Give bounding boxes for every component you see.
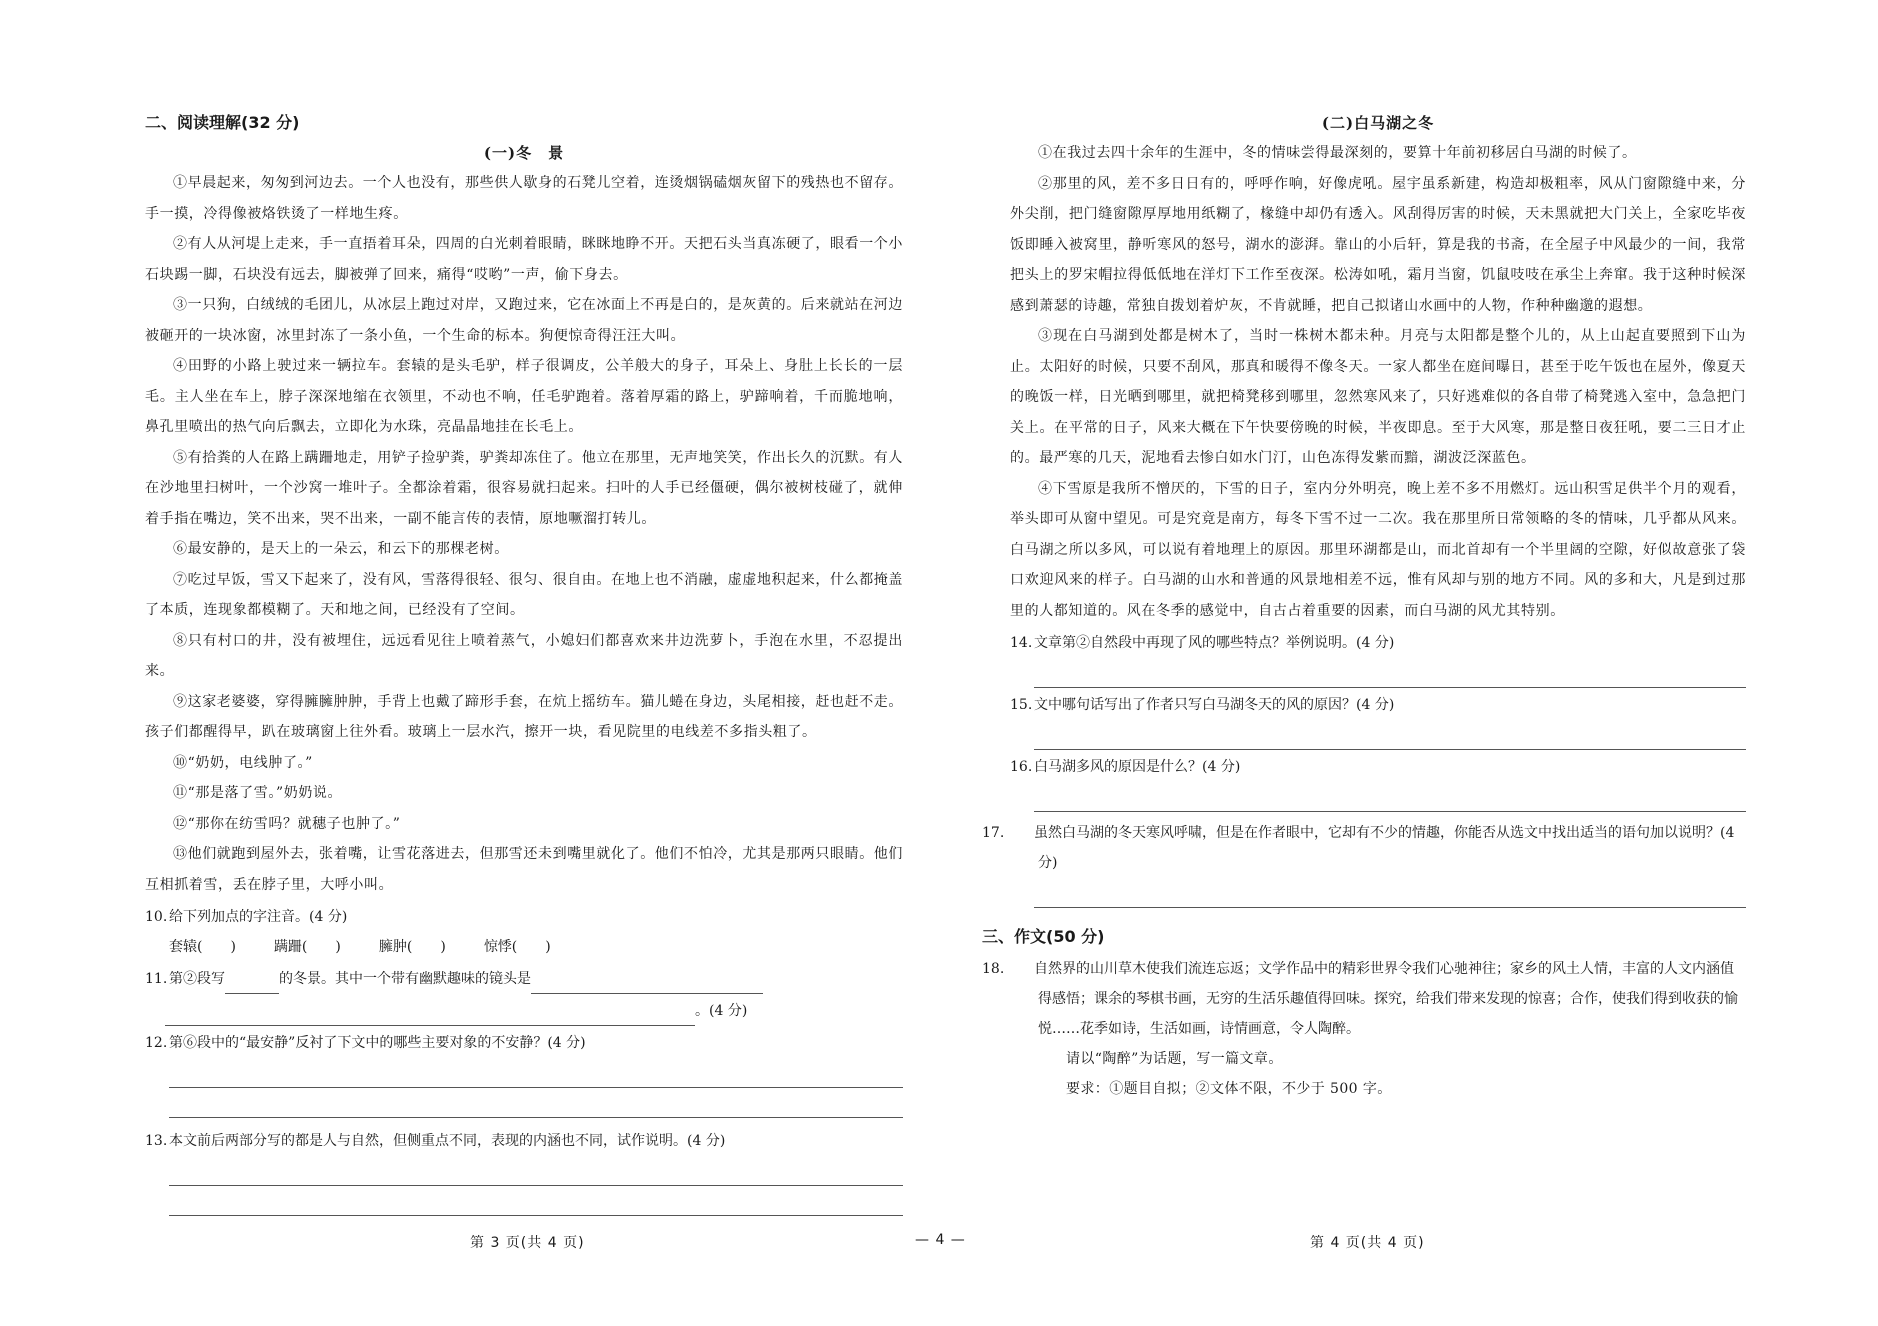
answer-line[interactable] xyxy=(169,1186,903,1216)
passage-1-para: ③一只狗，白绒绒的毛团儿，从冰层上跑过对岸，又跑过来，它在冰面上不再是白的，是灰黄的。后来就站在河边被砸开的一块冰窗，冰里封冻了一条小鱼，一个生命的标本。狗便惊奇得汪汪大叫。 xyxy=(145,297,903,344)
passage-2-para: ④下雪原是我所不憎厌的，下雪的日子，室内分外明亮，晚上差不多不用燃灯。远山积雪足供半个月的观看，举头即可从窗中望见。可是究竟是南方，每冬下雪不过一二次。我在那里所日常领略的冬的情味，几乎都从风来。白马湖之所以多风，可以说有着地理上的原因。那里环湖都是山，而北首却有一个半里阔的空隙，好似故意张了袋口欢迎风来的样子。白马湖的山水和普通的风景地相差不远，惟有风却与别的地方不同。风的多和大，凡是到过那里的人都知道的。风在冬季的感觉中，自古占着重要的因素，而白马湖的风尤其特别。 xyxy=(1010,480,1746,619)
passage-1-para: ⑧只有村口的井，没有被埋住，远远看见往上喷着蒸气，小媳妇们都喜欢来井边洗萝卜，手泡在水里，不忍提出来。 xyxy=(145,632,903,679)
question-11 xyxy=(145,964,903,994)
passage-1-para: ⑫“那你在纺雪吗？就穗子也肿了。” xyxy=(173,815,401,832)
question-text: 文章第②自然段中再现了风的哪些特点？举例说明。(4 分) xyxy=(1034,635,1395,651)
question-10 xyxy=(145,902,903,932)
question-13 xyxy=(145,1126,903,1156)
part-1-title: (一)冬 景 xyxy=(483,144,565,162)
question-number: 16. xyxy=(1010,759,1033,775)
passage-1-para: ⑪“那是落了雪。”奶奶说。 xyxy=(173,785,343,801)
passage-1-para: ⑨这家老婆婆，穿得臃臃肿肿，手背上也戴了蹄形手套，在炕上摇纺车。猫儿蜷在身边，头尾相接，赶也赶不走。孩子们都醒得早，趴在玻璃窗上往外看。玻璃上一层水汽，擦开一块，看见院里的电线差不多指头粗了。 xyxy=(145,693,903,740)
question-number: 12. xyxy=(145,1035,168,1051)
question-number: 17. xyxy=(982,825,1005,841)
passage-1-para: ④田野的小路上驶过来一辆拉车。套辕的是头毛驴，样子很调皮，公羊般大的身子，耳朵上、身肚上长长的一层毛。主人坐在车上，脖子深深地缩在衣领里，不动也不响，任毛驴跑着。落着厚霜的路上，驴蹄响着，千而脆地响，鼻孔里喷出的热气向后飘去，立即化为水珠，亮晶晶地挂在长毛上。 xyxy=(145,358,903,435)
pinyin-answers xyxy=(145,932,903,962)
question-16 xyxy=(1010,752,1746,782)
sheet-number: — 4 — xyxy=(915,1232,966,1248)
question-17 xyxy=(982,818,1746,878)
pinyin-item[interactable]: 蹒跚( ) xyxy=(273,939,341,955)
passage-1-para: ⑦吃过早饭，雪又下起来了，没有风，雪落得很轻、很匀、很自由。在地上也不消融，虚虚地积起来，什么都掩盖了本质，连现象都模糊了。天和地之间，已经没有了空间。 xyxy=(145,571,903,618)
passage-1-para: ⑩“奶奶，电线肿了。” xyxy=(173,754,313,771)
question-12 xyxy=(145,1028,903,1058)
page-number-left: 第 3 页(共 4 页) xyxy=(470,1235,585,1251)
essay-requirements: 要求：①题目自拟；②文体不限，不少于 500 字。 xyxy=(1066,1081,1392,1097)
question-number: 13. xyxy=(145,1133,168,1149)
question-15 xyxy=(1010,690,1746,720)
answer-line[interactable] xyxy=(169,1058,903,1088)
passage-1-para: ⑥最安静的，是天上的一朵云，和云下的那棵老树。 xyxy=(173,541,509,557)
question-number: 10. xyxy=(145,909,168,925)
question-11-cont xyxy=(145,996,903,1026)
essay-prompt: 请以“陶醉”为话题，写一篇文章。 xyxy=(1066,1051,1283,1067)
answer-blank[interactable] xyxy=(531,975,763,994)
question-text: 的冬景。其中一个带有幽默趣味的镜头是 xyxy=(279,971,531,987)
question-text: 文中哪句话写出了作者只写白马湖冬天的风的原因？(4 分) xyxy=(1034,697,1395,713)
left-page xyxy=(145,108,903,1216)
passage-1-para: ⑤有拾粪的人在路上蹒跚地走，用铲子捡驴粪，驴粪却冻住了。他立在那里，无声地笑笑，作出长久的沉默。有人在沙地里扫树叶，一个沙窝一堆叶子。全都涂着霜，很容易就扫起来。扫叶的人手已经僵硬，偶尔被树枝碰了，就伸着手指在嘴边，笑不出来，哭不出来，一副不能言传的表情，原地噘溜打转儿。 xyxy=(145,449,903,527)
question-text: 白马湖多风的原因是什么？(4 分) xyxy=(1034,759,1241,775)
answer-blank[interactable] xyxy=(165,1007,695,1026)
answer-line[interactable] xyxy=(1034,782,1746,812)
passage-2-para: ②那里的风，差不多日日有的，呼呼作响，好像虎吼。屋宇虽系新建，构造却极粗率，风从门窗隙缝中来，分外尖削，把门缝窗隙厚厚地用纸糊了，椽缝中却仍有透入。风刮得厉害的时候，天未黑就把大门关上，全家吃毕夜饭即睡入被窝里，静听寒风的怒号，湖水的澎湃。靠山的小后轩，算是我的书斋，在全屋子中风最少的一间，我常把头上的罗宋帽拉得低低地在洋灯下工作至夜深。松涛如吼，霜月当窗，饥鼠吱吱在承尘上奔窜。我于这种时候深感到萧瑟的诗趣，常独自拨划着炉灰，不肯就睡，把自己拟诸山水画中的人物，作种种幽邈的遐想。 xyxy=(1010,175,1746,314)
section-3-title: 三、作文(50 分) xyxy=(982,927,1105,946)
passage-1-para: ②有人从河堤上走来，手一直捂着耳朵，四周的白光刺着眼睛，眯眯地睁不开。天把石头当真冻硬了，眼看一个小石块踢一脚，石块没有远去，脚被弹了回来，痛得“哎哟”一声，偷下身去。 xyxy=(145,236,903,283)
section-2-title: 二、阅读理解(32 分) xyxy=(145,113,300,132)
passage-2-para: ③现在白马湖到处都是树木了，当时一株树木都未种。月亮与太阳都是整个儿的，从上山起直要照到下山为止。太阳好的时候，只要不刮风，那真和暖得不像冬天。一家人都坐在庭间曝日，甚至于吃午饭也在屋外，像夏天的晚饭一样，日光晒到哪里，就把椅凳移到哪里，忽然寒风来了，只好逃难似的各自带了椅凳逃入室中，急急把门关上。在平常的日子，风来大概在下午快要傍晚的时候，半夜即息。至于大风寒，那是整日夜狂吼，要二三日才止的。最严寒的几天，泥地看去惨白如水门汀，山色冻得发紫而黯，湖波泛深蓝色。 xyxy=(1010,328,1746,466)
question-number: 11. xyxy=(145,971,168,987)
answer-line[interactable] xyxy=(1034,658,1746,688)
answer-line[interactable] xyxy=(169,1156,903,1186)
question-score: 。(4 分) xyxy=(695,1003,748,1019)
passage-1-para: ①早晨起来，匆匆到河边去。一个人也没有，那些供人歇身的石凳儿空着，连烫烟锅磕烟灰留下的残热也不留存。手一摸，冷得像被烙铁烫了一样地生疼。 xyxy=(145,175,903,222)
passage-2-para: ①在我过去四十余年的生涯中，冬的情味尝得最深刻的，要算十年前初移居白马湖的时候了。 xyxy=(1038,145,1637,161)
question-text: 给下列加点的字注音。(4 分) xyxy=(169,909,348,925)
question-18 xyxy=(982,954,1746,1044)
answer-blank[interactable] xyxy=(225,975,279,994)
answer-line[interactable] xyxy=(169,1088,903,1118)
answer-line[interactable] xyxy=(1034,720,1746,750)
part-2-title: (二)白马湖之冬 xyxy=(1321,114,1435,132)
question-text: 自然界的山川草木使我们流连忘返；文学作品中的精彩世界令我们心驰神往；家乡的风土人情，丰富的人文内涵值得感悟；课余的琴棋书画，无穷的生活乐趣值得回味。探究，给我们带来发现的惊喜；合作，使我们得到收获的愉悦……花季如诗，生活如画，诗情画意，令人陶醉。 xyxy=(1034,961,1738,1037)
question-text: 本文前后两部分写的都是人与自然，但侧重点不同，表现的内涵也不同，试作说明。(4 分) xyxy=(169,1133,726,1149)
answer-line[interactable] xyxy=(1034,878,1746,908)
page-number-right: 第 4 页(共 4 页) xyxy=(1310,1235,1425,1251)
question-number: 18. xyxy=(982,961,1005,977)
question-number: 14. xyxy=(1010,635,1033,651)
pinyin-item[interactable]: 臃肿( ) xyxy=(378,939,446,955)
question-number: 15. xyxy=(1010,697,1033,713)
question-text: 第②段写 xyxy=(169,971,225,987)
right-page xyxy=(982,108,1746,1104)
question-text: 虽然白马湖的冬天寒风呼啸，但是在作者眼中，它却有不少的情趣，你能否从选文中找出适当的语句加以说明？(4 分) xyxy=(1034,825,1735,871)
passage-1-para: ⑬他们就跑到屋外去，张着嘴，让雪花落进去，但那雪还未到嘴里就化了。他们不怕冷，尤其是那两只眼睛。他们互相抓着雪，丢在脖子里，大呼小叫。 xyxy=(145,846,903,893)
pinyin-item[interactable]: 惊悸( ) xyxy=(483,939,551,955)
question-14 xyxy=(1010,628,1746,658)
pinyin-item[interactable]: 套辕( ) xyxy=(169,939,236,955)
question-text: 第⑥段中的“最安静”反衬了下文中的哪些主要对象的不安静？(4 分) xyxy=(169,1035,586,1051)
